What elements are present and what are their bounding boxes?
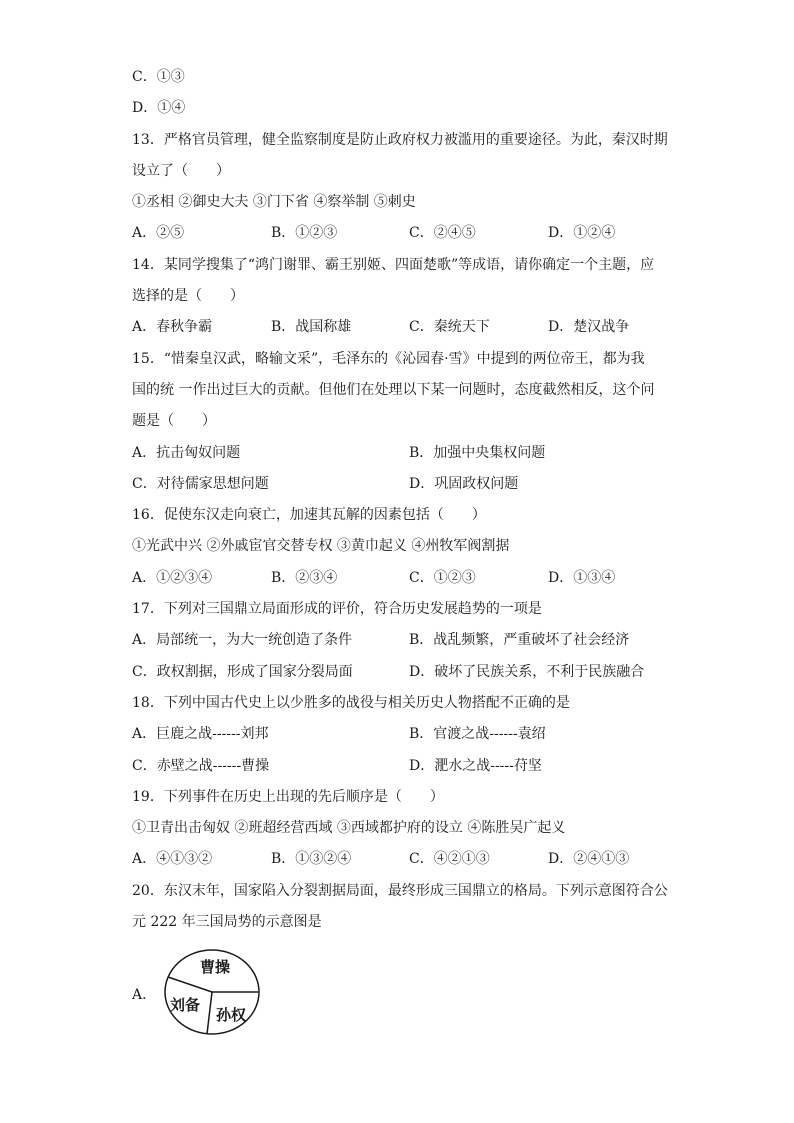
q19-options	[132, 844, 672, 875]
q15-options-row2	[132, 469, 672, 500]
q19-option-b[interactable]: B．①③②④	[271, 851, 352, 868]
q20-stem-line2: 元 222 年三国局势的示意图是	[132, 914, 322, 931]
q17-options-row2	[132, 657, 672, 688]
q18-option-b[interactable]: B．官渡之战------袁绍	[409, 726, 546, 743]
q13-option-a[interactable]: A．②⑤	[132, 225, 185, 242]
q16-option-b[interactable]: B．②③④	[271, 569, 338, 586]
q20-option-a-label: A．	[132, 987, 157, 1004]
exam-page	[132, 62, 672, 1042]
q15-stem-line3: 题是（ ）	[132, 413, 216, 430]
pie-divider-left	[168, 977, 212, 992]
q13-option-b[interactable]: B．①②③	[271, 225, 338, 242]
q16-stem-line1: 16．促使东汉走向衰亡，加速其瓦解的因素包括（ ）	[132, 507, 486, 524]
q18-option-d[interactable]: D．淝水之战-----苻坚	[409, 757, 542, 774]
q20-stem-line1: 20．东汉末年，国家陷入分裂割据局面，最终形成三国鼎立的格局。下列示意图符合公	[132, 882, 668, 899]
q18-options-row1	[132, 719, 672, 750]
q15-option-a[interactable]: A．抗击匈奴问题	[132, 444, 241, 461]
q19-stem-line1: 19．下列事件在历史上出现的先后顺序是（ ）	[132, 788, 444, 805]
q17-options-row1	[132, 625, 672, 656]
prev-option-d: D．①④	[132, 100, 186, 117]
q20-option-a-diagram	[162, 946, 262, 1038]
q19-option-a[interactable]: A．④①③②	[132, 851, 213, 868]
pie-label-caocao: 曹操	[200, 958, 231, 977]
q15-stem-line1: 15．“惜秦皇汉武，略输文采”，毛泽东的《沁园春·雪》中提到的两位帝王，都为我	[132, 350, 645, 367]
q17-option-b[interactable]: B．战乱频繁，严重破坏了社会经济	[409, 632, 630, 649]
q15-option-d[interactable]: D．巩固政权问题	[409, 475, 519, 492]
pie-divider-bottom	[207, 992, 212, 1034]
q15-stem-line2: 国的统 一作出过巨大的贡献。但他们在处理以下某一问题时，态度截然相反，这个问	[132, 381, 655, 398]
q13-options	[132, 218, 672, 249]
q13-stem-line1: 13．严格官员管理，健全监察制度是防止政府权力被滥用的重要途径。为此，秦汉时期	[132, 131, 668, 148]
q14-option-b[interactable]: B．战国称雄	[271, 319, 352, 336]
q19-items: ①卫青出击匈奴 ②班超经营西域 ③西域都护府的设立 ④陈胜吴广起义	[132, 820, 566, 837]
pie-label-sunquan: 孙权	[216, 1006, 247, 1025]
q17-option-a[interactable]: A．局部统一，为大一统创造了条件	[132, 632, 353, 649]
q14-stem-line1: 14．某同学搜集了“鸿门谢罪、霸王别姬、四面楚歌”等成语，请你确定一个主题，应	[132, 256, 655, 273]
q19-option-d[interactable]: D．②④①③	[548, 851, 630, 868]
q16-items: ①光武中兴 ②外戚宦官交替专权 ③黄巾起义 ④州牧军阀割据	[132, 538, 510, 555]
q17-stem-line1: 17．下列对三国鼎立局面形成的评价，符合历史发展趋势的一项是	[132, 601, 542, 618]
q17-option-d[interactable]: D．破坏了民族关系，不利于民族融合	[409, 663, 645, 680]
q13-items: ①丞相 ②御史大夫 ③门下省 ④察举制 ⑤刺史	[132, 194, 416, 211]
q18-options-row2	[132, 751, 672, 782]
q17-option-c[interactable]: C．政权割据，形成了国家分裂局面	[132, 663, 353, 680]
prev-option-c: C．①③	[132, 69, 185, 85]
q14-option-d[interactable]: D．楚汉战争	[548, 319, 630, 336]
q15-option-b[interactable]: B．加强中央集权问题	[409, 444, 546, 461]
q15-options-row1	[132, 438, 672, 469]
q15-option-c[interactable]: C．对待儒家思想问题	[132, 475, 269, 492]
q18-stem-line1: 18．下列中国古代史上以少胜多的战役与相关历史人物搭配不正确的是	[132, 694, 570, 711]
q20-option-a-row[interactable]	[132, 946, 672, 1042]
q16-option-a[interactable]: A．①②③④	[132, 569, 213, 586]
q13-option-c[interactable]: C．②④⑤	[409, 225, 476, 242]
q14-option-c[interactable]: C．秦统天下	[409, 319, 490, 336]
q16-option-c[interactable]: C．①②③	[409, 569, 476, 586]
q13-stem-line2: 设立了（ ）	[132, 162, 230, 179]
q18-option-a[interactable]: A．巨鹿之战------刘邦	[132, 726, 269, 743]
q14-option-a[interactable]: A．春秋争霸	[132, 319, 213, 336]
q14-options	[132, 312, 672, 343]
q16-options	[132, 563, 672, 594]
q13-option-d[interactable]: D．①②④	[548, 225, 616, 242]
q18-option-c[interactable]: C．赤壁之战------曹操	[132, 757, 270, 774]
pie-label-liubei: 刘备	[170, 996, 201, 1015]
q16-option-d[interactable]: D．①③④	[548, 569, 616, 586]
q19-option-c[interactable]: C．④②①③	[409, 851, 490, 868]
q14-stem-line2: 选择的是（ ）	[132, 288, 244, 305]
